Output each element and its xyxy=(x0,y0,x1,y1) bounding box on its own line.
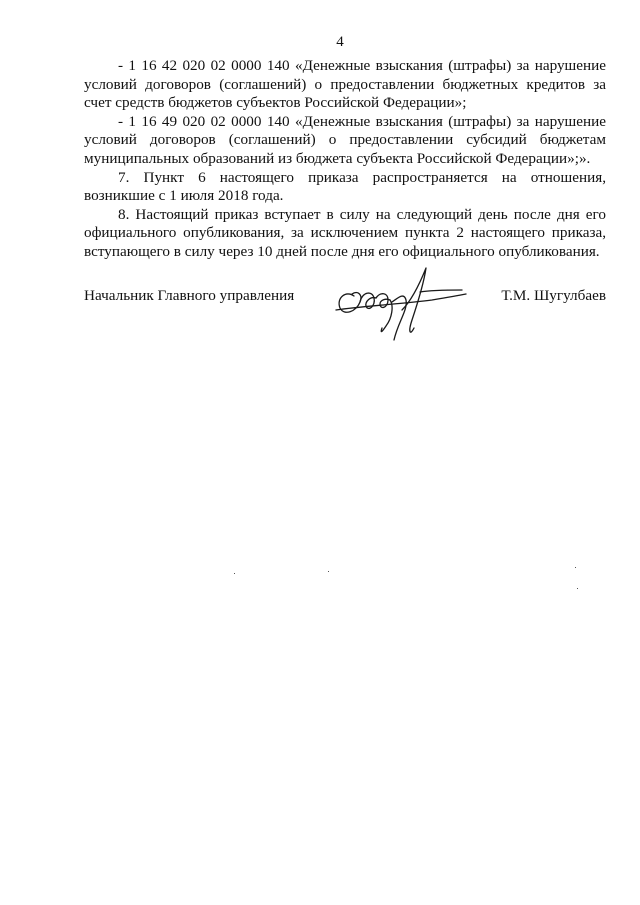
scan-speck xyxy=(577,588,578,589)
scan-speck xyxy=(575,567,576,568)
document-body xyxy=(84,57,606,262)
scan-speck xyxy=(328,571,329,572)
scan-speck xyxy=(234,573,235,574)
handwritten-signature xyxy=(332,262,470,348)
paragraph-code-1-16-42: - 1 16 42 020 02 0000 140 «Денежные взыскания (штрафы) за нарушение условий договоров (соглашений) о предоставлении бюджетных кредитов за счет средств бюджетов субъектов Российской Федерации»; xyxy=(84,57,606,112)
paragraph-item-7: 7. Пункт 6 настоящего приказа распространяется на отношения, возникшие с 1 июля 2018 года. xyxy=(84,168,606,205)
signatory-position: Начальник Главного управления xyxy=(84,287,295,304)
paragraph-code-1-16-49: - 1 16 49 020 02 0000 140 «Денежные взыскания (штрафы) за нарушение условий договоров (соглашений) о предоставлении субсидий бюджетам муниципальных образований из бюджета субъекта Российской Федерации»;». xyxy=(84,112,606,167)
paragraph-item-8: 8. Настоящий приказ вступает в силу на следующий день после дня его официального опубликования, за исключением пункта 2 настоящего приказа, вступающего в силу через 10 дней после дня его официального опубликования. xyxy=(84,205,606,260)
signatory-name: Т.М. Шугулбаев xyxy=(501,287,606,304)
page-number: 4 xyxy=(336,34,344,50)
